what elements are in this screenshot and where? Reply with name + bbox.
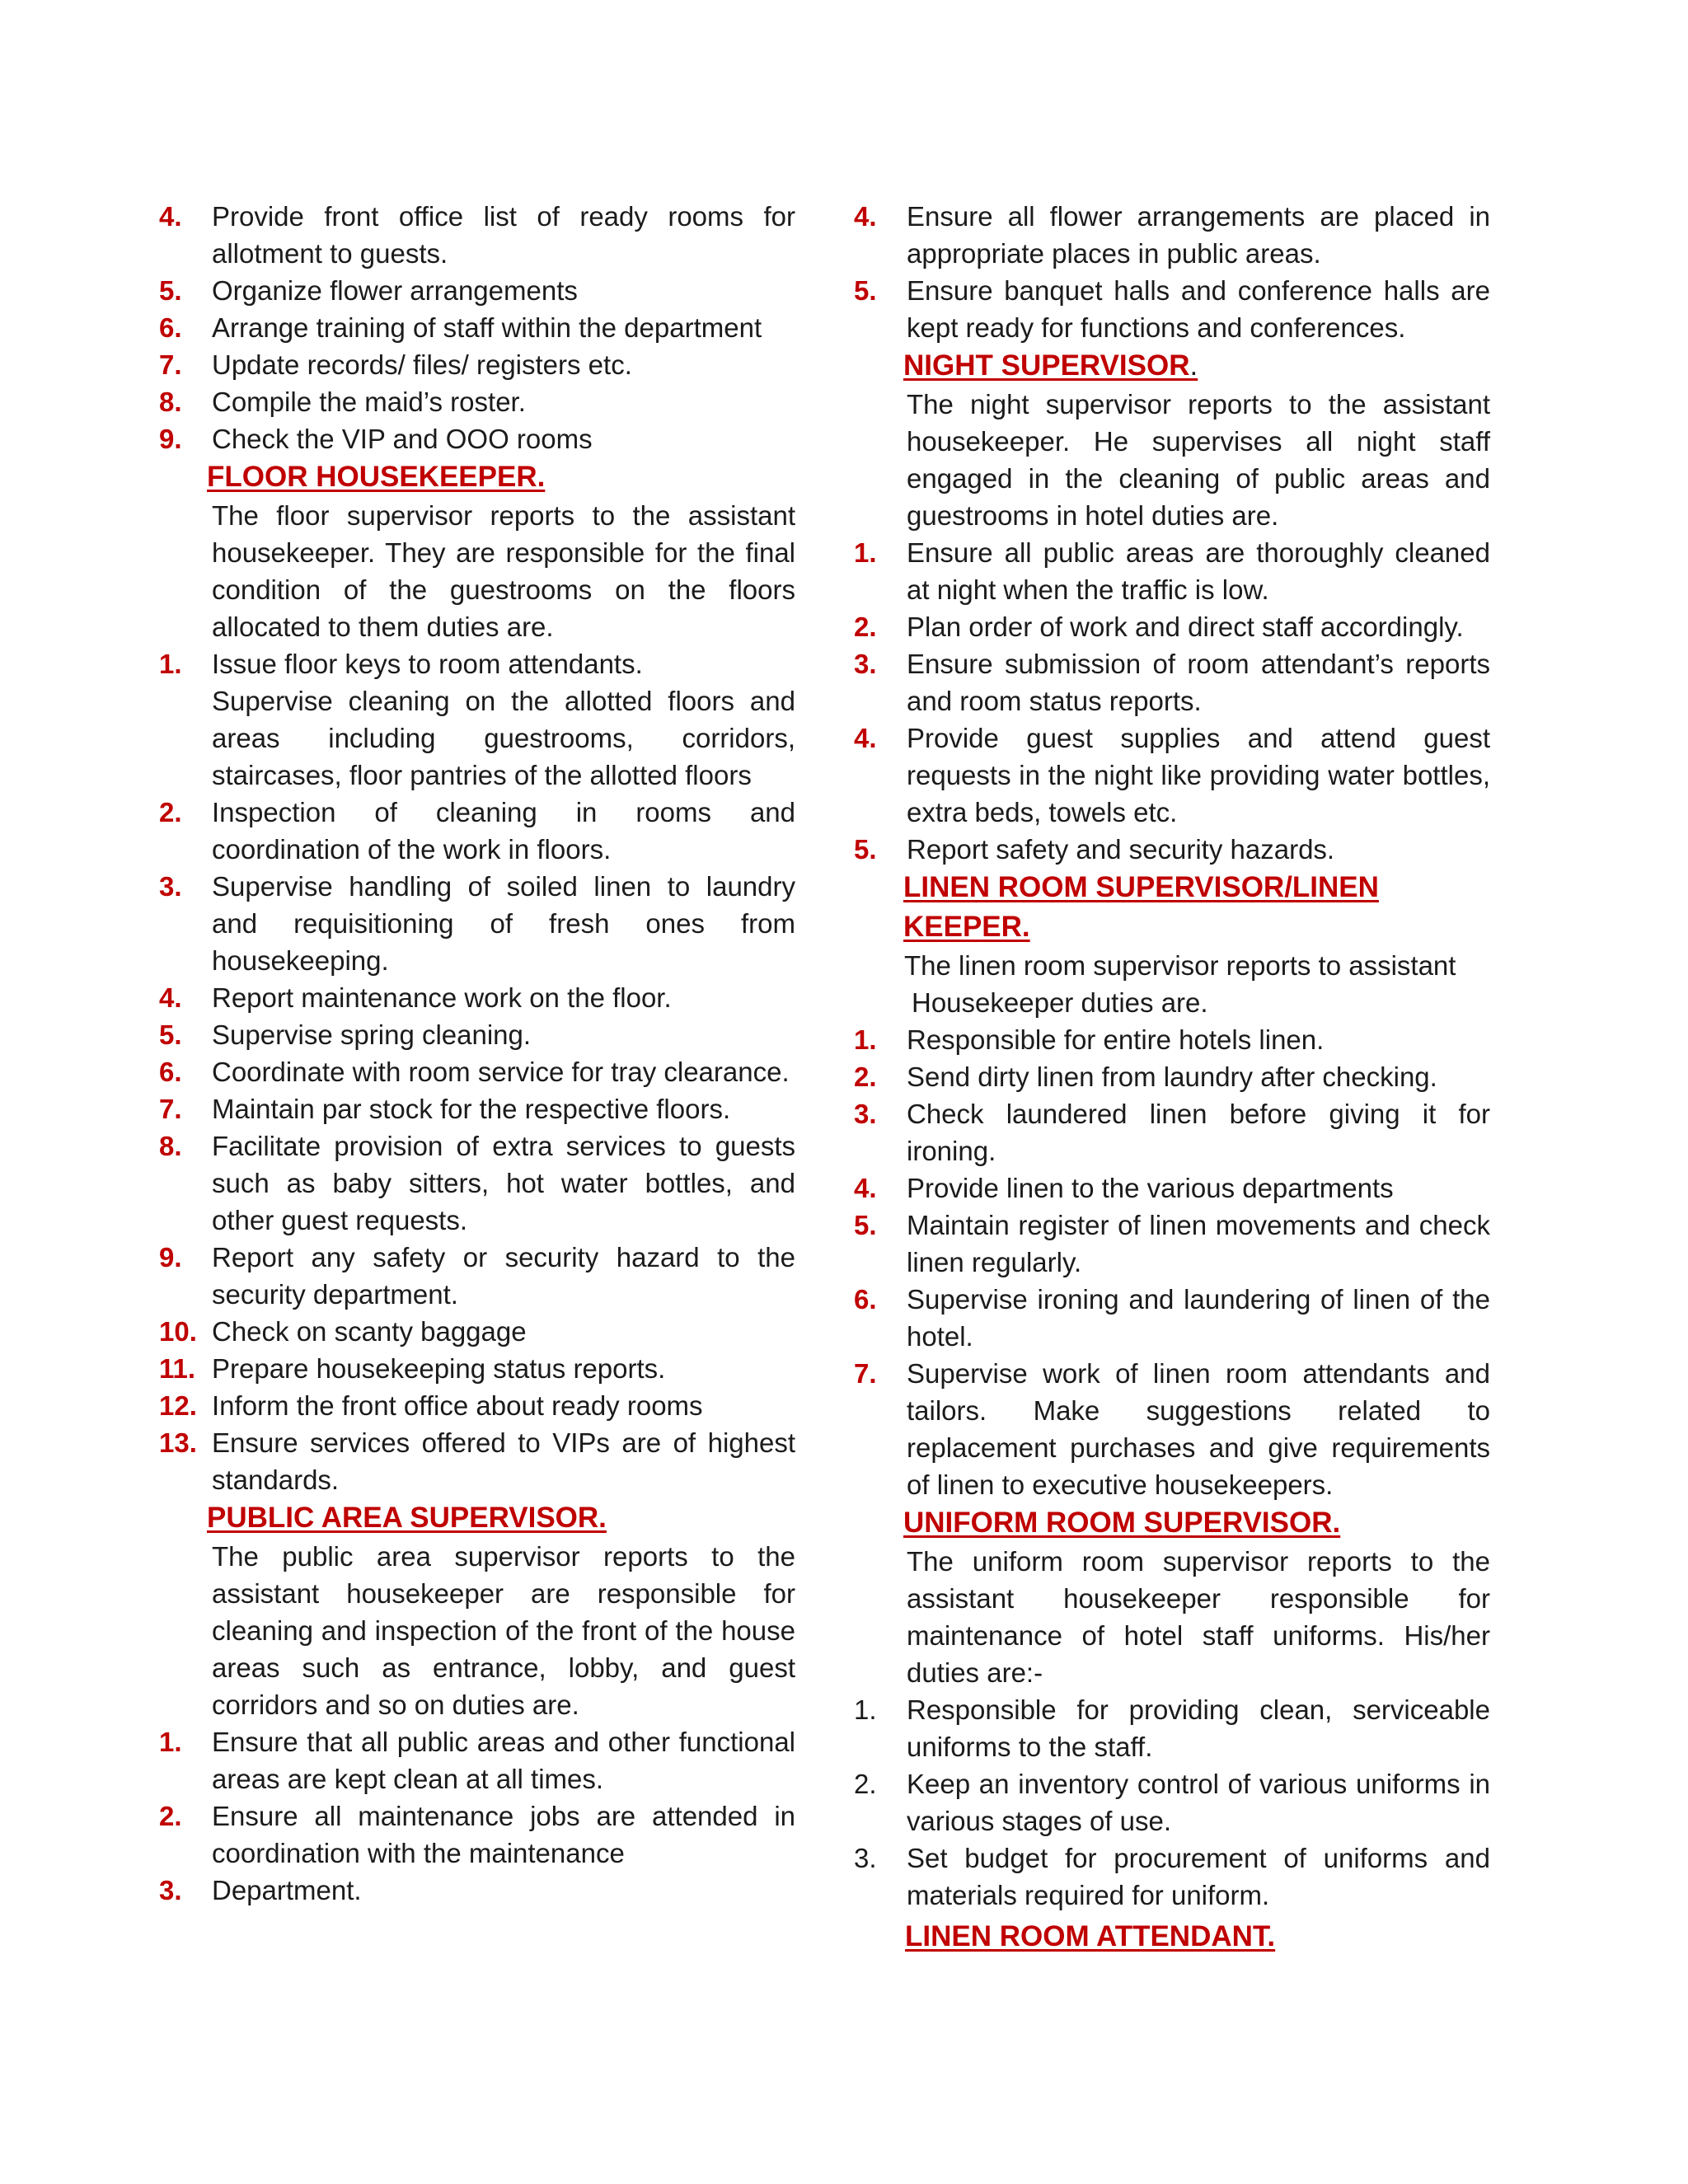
list-text: Supervise work of linen room attendants and tailors. Make suggestions related to replacement purchases and give requirements of linen to executive housekeepers. [907,1358,1490,1500]
list-number: 2. [854,1062,877,1092]
list-number: 5. [854,275,877,306]
floor-supervise-paragraph: Supervise cleaning on the allotted floors and areas including guestrooms, corridors, staircases, floor pantries of the allotted floors [212,686,795,790]
list-number: 4. [159,982,182,1013]
right-column [854,198,1490,1957]
list-item [159,794,795,868]
list-number: 2. [854,1769,877,1799]
list-text: Arrange training of staff within the department [212,312,762,343]
list-item [854,1021,1490,1058]
list-number: 3. [854,1843,877,1873]
list-item [854,1207,1490,1281]
list-text: Compile the maid’s roster. [212,387,526,417]
list-text: Ensure all maintenance jobs are attended in coordination with the maintenance [212,1801,795,1868]
linen-room-intro-line2: Housekeeper duties are. [912,987,1208,1018]
list-text: Ensure submission of room attendant’s reports and room status reports. [907,649,1490,716]
linen-room-intro-line1: The linen room supervisor reports to assistant [904,950,1456,981]
list-text: Department. [212,1875,362,1905]
list-text: Send dirty linen from laundry after checking. [907,1062,1437,1092]
list-number: 1. [854,537,877,568]
list-item [159,979,795,1016]
list-text: Organize flower arrangements [212,275,578,306]
list-item [159,1239,795,1313]
linen-room-supervisor-heading: LINEN ROOM SUPERVISOR/LINEN KEEPER. [903,871,1379,943]
list-item [854,831,1490,868]
list-number: 12. [159,1390,197,1421]
list-item [854,1840,1490,1914]
list-item [159,645,795,682]
list-item [159,1723,795,1797]
list-number: 3. [159,871,182,902]
list-number: 4. [159,201,182,232]
list-text: Supervise spring cleaning. [212,1019,532,1050]
list-item [159,1872,795,1909]
list-number: 3. [854,649,877,679]
list-number: 1. [159,649,182,679]
list-item [159,1090,795,1127]
list-item [159,383,795,420]
list-text: Check laundered linen before giving it for ironing. [907,1099,1490,1166]
list-item [159,1313,795,1350]
list-number: 4. [854,723,877,753]
list-item [854,272,1490,346]
list-text: Maintain par stock for the respective floors. [212,1094,731,1124]
floor-housekeeper-intro: The floor supervisor reports to the assistant housekeeper. They are responsible for the final condition of the guestrooms on the floors allocated to them duties are. [212,500,795,642]
list-number: 5. [159,1019,182,1050]
list-item [854,719,1490,831]
list-item [159,1797,795,1872]
list-text: Ensure that all public areas and other functional areas are kept clean at all times. [212,1727,795,1794]
public-area-intro: The public area supervisor reports to the assistant housekeeper are responsible for cleaning and inspection of the front of the house areas such as entrance, lobby, and guest corridors and so on duties are. [212,1541,795,1720]
list-number: 13. [159,1427,197,1458]
linen-room-list [854,1021,1490,1503]
list-item [159,1127,795,1239]
list-text: Set budget for procurement of uniforms and materials required for uniform. [907,1843,1490,1910]
list-text: Ensure services offered to VIPs are of highest standards. [212,1427,795,1495]
list-text: Keep an inventory control of various uniforms in various stages of use. [907,1769,1490,1836]
list-text: Prepare housekeeping status reports. [212,1353,666,1384]
list-number: 11. [159,1353,196,1384]
list-item [159,1350,795,1387]
list-number: 9. [159,1242,182,1272]
list-item [159,272,795,309]
list-item [854,198,1490,272]
list-number: 8. [159,1131,182,1161]
list-item [159,309,795,346]
list-text: Ensure all flower arrangements are placed in appropriate places in public areas. [907,201,1490,269]
list-text: Check the VIP and OOO rooms [212,424,593,454]
list-item [159,346,795,383]
list-text: Check on scanty baggage [212,1316,527,1347]
list-number: 1. [854,1024,877,1055]
list-text: Provide linen to the various departments [907,1173,1394,1203]
list-number: 2. [854,612,877,642]
list-number: 6. [159,312,182,343]
list-number: 7. [854,1358,877,1389]
list-number: 10. [159,1316,197,1347]
floor-housekeeper-heading: FLOOR HOUSEKEEPER. [207,461,546,493]
list-number: 2. [159,797,182,827]
list-text: Facilitate provision of extra services to guests such as baby sitters, hot water bottles, and other guest requests. [212,1131,795,1235]
night-supervisor-list [854,534,1490,868]
list-number: 3. [854,1099,877,1129]
list-number: 7. [159,1094,182,1124]
list-text: Update records/ files/ registers etc. [212,349,632,380]
floor-housekeeper-list [159,794,795,1498]
list-number: 5. [159,275,182,306]
list-text: Report safety and security hazards. [907,834,1335,865]
list-text: Supervise ironing and laundering of linen of the hotel. [907,1284,1490,1352]
list-text: Inform the front office about ready rooms [212,1390,703,1421]
list-item [854,1058,1490,1095]
left-top-list [159,198,795,457]
list-item [159,1387,795,1424]
list-number: 6. [854,1284,877,1315]
list-text: Supervise handling of soiled linen to laundry and requisitioning of fresh ones from housekeeping. [212,871,795,976]
list-item [159,420,795,457]
list-text: Responsible for entire hotels linen. [907,1024,1325,1055]
list-text: Inspection of cleaning in rooms and coordination of the work in floors. [212,797,795,865]
list-text: Provide front office list of ready rooms for allotment to guests. [212,201,795,269]
list-number: 2. [159,1801,182,1831]
list-item [159,1053,795,1090]
list-number: 1. [854,1694,877,1725]
list-text: Issue floor keys to room attendants. [212,649,643,679]
list-item [159,868,795,979]
uniform-room-intro: The uniform room supervisor reports to the assistant housekeeper responsible for maintenance of hotel staff uniforms. His/her duties are:- [907,1546,1490,1688]
list-text: Ensure banquet halls and conference halls are kept ready for functions and conferences. [907,275,1490,343]
uniform-room-supervisor-heading: UNIFORM ROOM SUPERVISOR. [903,1507,1341,1539]
list-text: Provide guest supplies and attend guest requests in the night like providing water bottles, extra beds, towels etc. [907,723,1490,827]
public-area-supervisor-heading: PUBLIC AREA SUPERVISOR. [207,1502,607,1534]
linen-room-attendant-heading: LINEN ROOM ATTENDANT. [905,1920,1276,1952]
list-number: 4. [854,201,877,232]
list-item [854,1691,1490,1765]
list-item [159,198,795,272]
night-supervisor-heading-dot: . [1189,349,1198,382]
list-number: 5. [854,834,877,865]
list-text: Maintain register of linen movements and check linen regularly. [907,1210,1490,1277]
list-number: 8. [159,387,182,417]
list-text: Ensure all public areas are thoroughly cleaned at night when the traffic is low. [907,537,1490,605]
list-number: 1. [159,1727,182,1757]
list-text: Responsible for providing clean, serviceable uniforms to the staff. [907,1694,1490,1762]
right-top-list [854,198,1490,346]
public-area-list [159,1723,795,1909]
list-number: 9. [159,424,182,454]
list-item [854,645,1490,719]
left-column [159,198,795,1909]
list-item [854,1095,1490,1169]
list-number: 3. [159,1875,182,1905]
uniform-room-list [854,1691,1490,1914]
list-item [854,534,1490,608]
list-item [854,1355,1490,1503]
list-item [854,1765,1490,1840]
list-number: 6. [159,1057,182,1087]
list-item [854,1281,1490,1355]
list-number: 7. [159,349,182,380]
list-item [159,1424,795,1498]
list-number: 5. [854,1210,877,1240]
night-supervisor-heading: NIGHT SUPERVISOR [903,349,1190,382]
list-number: 4. [854,1173,877,1203]
night-supervisor-intro: The night supervisor reports to the assistant housekeeper. He supervises all night staff engaged in the cleaning of public areas and guestrooms in hotel duties are. [907,389,1490,531]
list-text: Report any safety or security hazard to the security department. [212,1242,795,1310]
list-item [854,608,1490,645]
night-supervisor-heading-line [854,346,1490,386]
list-text: Coordinate with room service for tray clearance. [212,1057,790,1087]
list-item [854,1169,1490,1207]
list-item [159,1016,795,1053]
list-text: Plan order of work and direct staff accordingly. [907,612,1464,642]
list-text: Report maintenance work on the floor. [212,982,672,1013]
